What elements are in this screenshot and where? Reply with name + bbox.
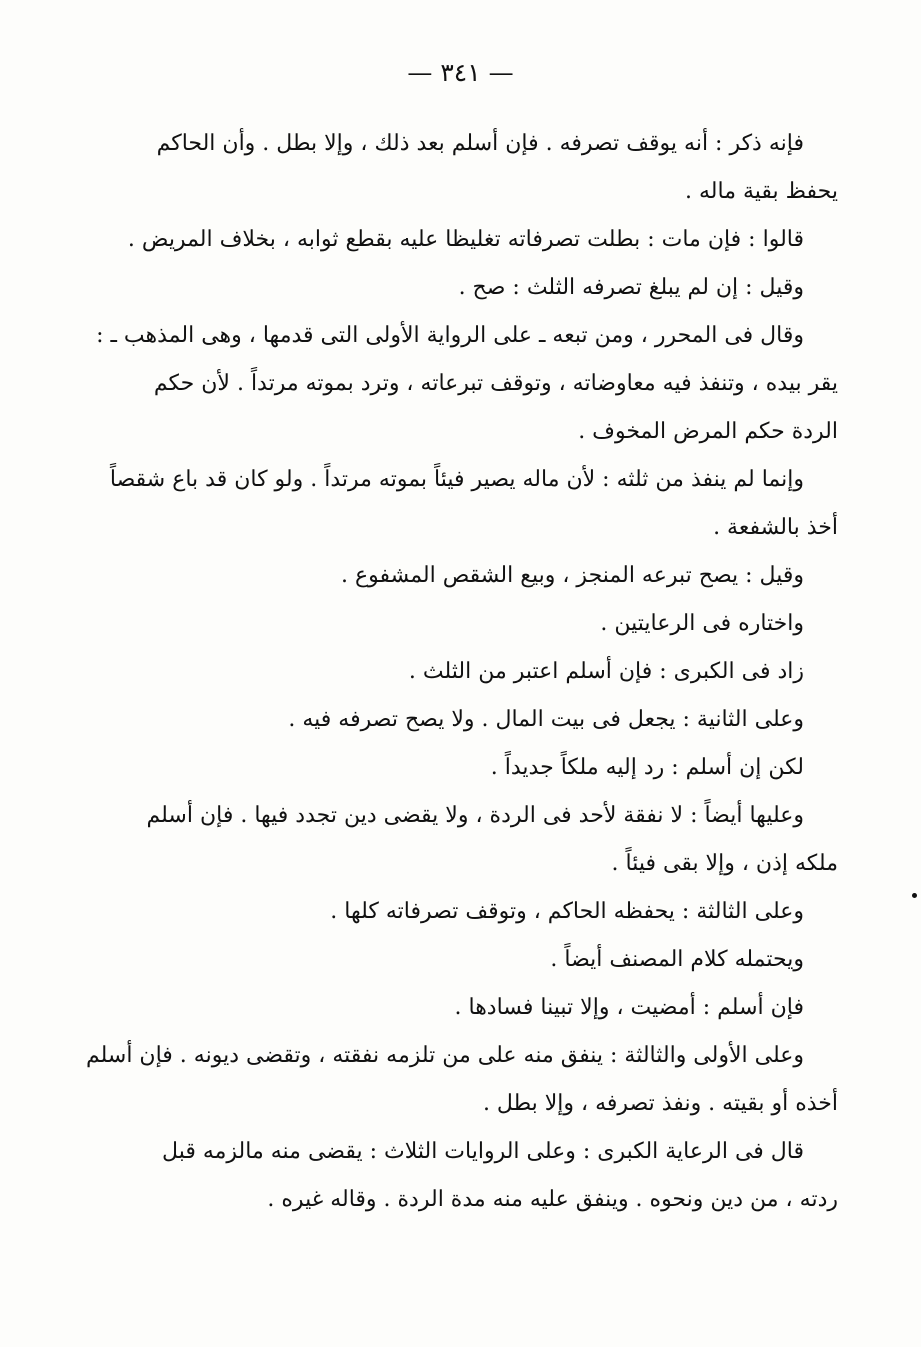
text-line: فإن أسلم : أمضيت ، وإلا تبينا فسادها . [454, 995, 804, 1020]
text-line: فإنه ذكر : أنه يوقف تصرفه . فإن أسلم بعد ذلك ، وإلا بطل . وأن الحاكم [156, 131, 804, 156]
text-line: الردة حكم المرض المخوف . [578, 419, 838, 444]
text-line: يحفظ بقية ماله . [685, 179, 838, 204]
text-line: ملكه إذن ، وإلا بقى فيئاً . [611, 851, 838, 876]
text-line: وعلى الثالثة : يحفظه الحاكم ، وتوقف تصرفاته كلها . [330, 899, 804, 924]
text-line: وعليها أيضاً : لا نفقة لأحد فى الردة ، ولا يقضى دين تجدد فيها . فإن أسلم [146, 803, 804, 828]
text-line: ردته ، من دين ونحوه . وينفق عليه منه مدة الردة . وقاله غيره . [267, 1187, 838, 1212]
text-line: وعلى الثانية : يجعل فى بيت المال . ولا يصح تصرفه فيه . [288, 707, 804, 732]
text-line: أخذه أو بقيته . ونفذ تصرفه ، وإلا بطل . [482, 1091, 838, 1116]
text-line: يقر بيده ، وتنفذ فيه معاوضاته ، وتوقف تبرعاته ، وترد بموته مرتداً . لأن حكم [153, 371, 838, 396]
page-number: — ٣٤١ — [407, 58, 514, 87]
text-line: وقيل : يصح تبرعه المنجز ، وبيع الشقص المشفوع . [340, 563, 804, 588]
body-text [85, 120, 838, 1224]
margin-ink-dot [912, 893, 917, 898]
text-line: وعلى الأولى والثالثة : ينفق منه على من تلزمه نفقته ، وتقضى ديونه . فإن أسلم [85, 1043, 804, 1068]
text-line: لكن إن أسلم : رد إليه ملكاً جديداً . [490, 755, 804, 780]
text-line: قال فى الرعاية الكبرى : وعلى الروايات الثلاث : يقضى منه مالزمه قبل [162, 1139, 804, 1164]
text-line: وإنما لم ينفذ من ثلثه : لأن ماله يصير فيئاً بموته مرتداً . ولو كان قد باع شقصاً [109, 467, 804, 492]
text-line: ويحتمله كلام المصنف أيضاً . [550, 947, 804, 972]
text-line: وقال فى المحرر ، ومن تبعه ـ على الرواية الأولى التى قدمها ، وهى المذهب ـ : [96, 323, 804, 348]
text-line: وقيل : إن لم يبلغ تصرفه الثلث : صح . [458, 275, 804, 300]
text-line: أخذ بالشفعة . [713, 515, 838, 540]
text-line: واختاره فى الرعايتين . [600, 611, 804, 636]
text-line: قالوا : فإن مات : بطلت تصرفاته تغليظا عليه بقطع ثوابه ، بخلاف المريض . [127, 227, 804, 252]
text-line: زاد فى الكبرى : فإن أسلم اعتبر من الثلث . [408, 659, 804, 684]
